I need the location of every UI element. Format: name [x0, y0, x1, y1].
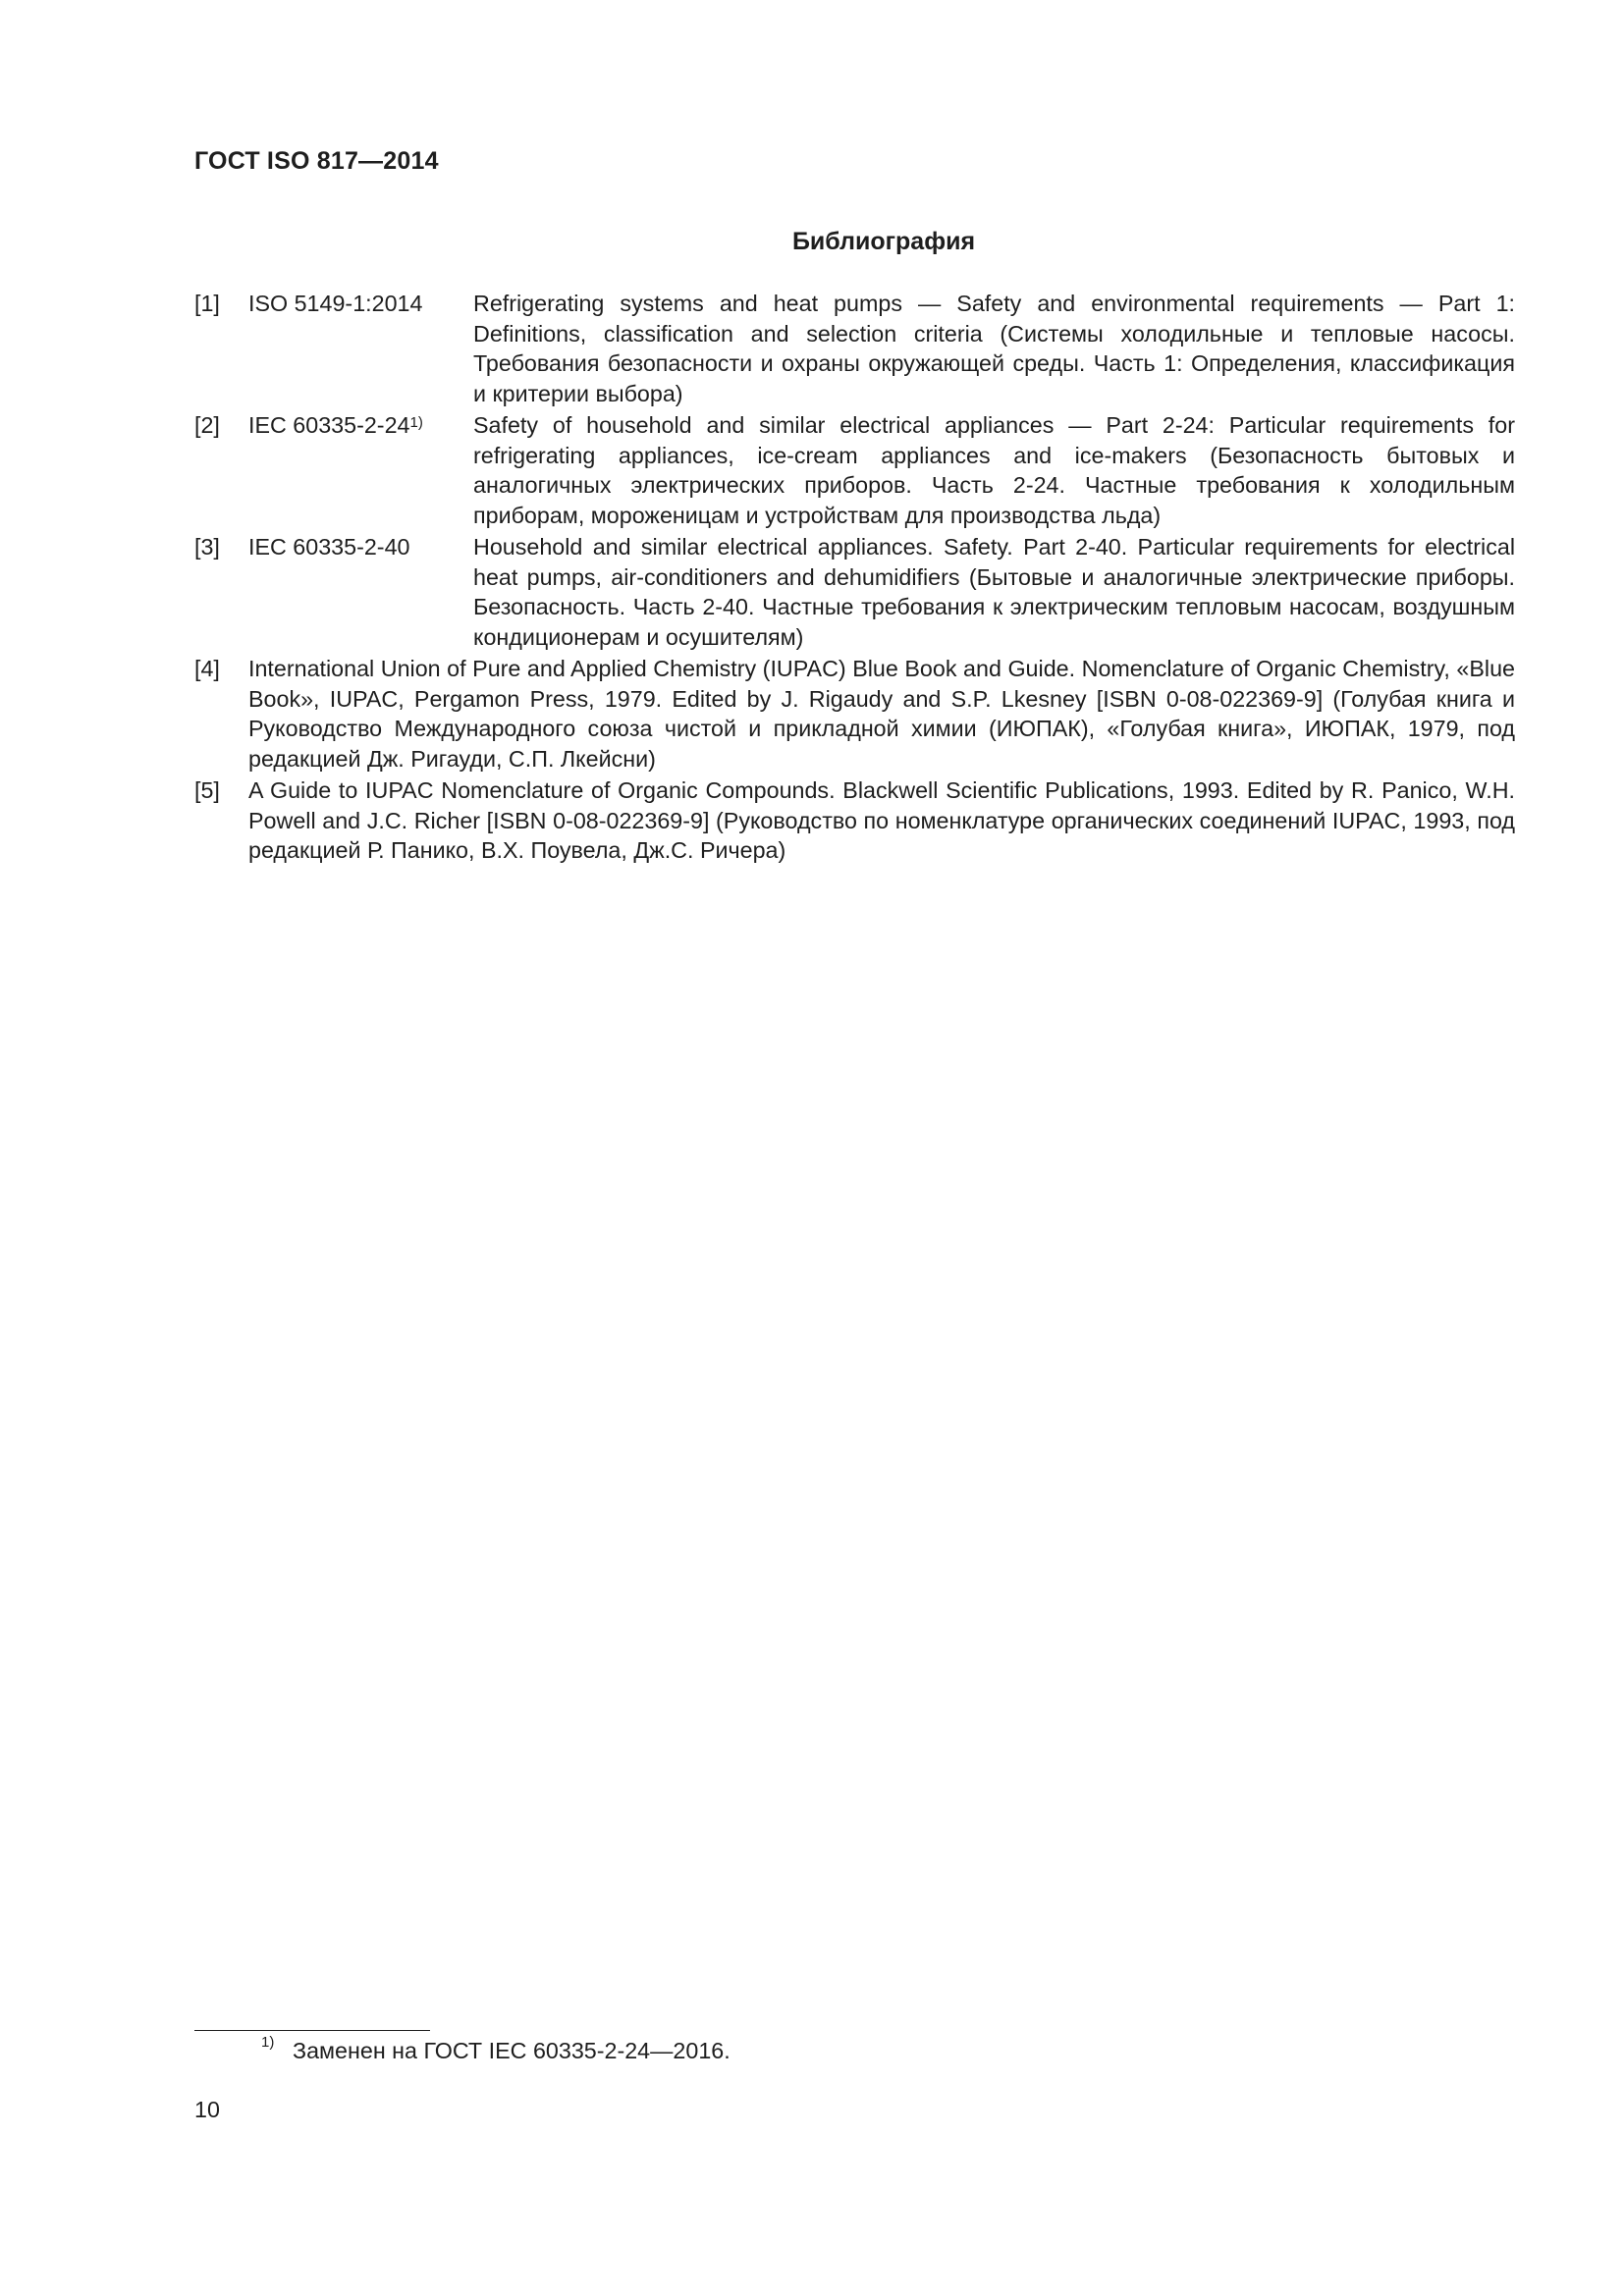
footnote-text: Заменен на ГОСТ IEC 60335-2-24—2016. [293, 2038, 731, 2063]
bibliography-title: Библиография [791, 228, 976, 255]
bibliography-list [194, 289, 1515, 868]
entry-number: [4] [194, 656, 220, 681]
entry-text: Refrigerating systems and heat pumps — Safety and environmental requirements — Part 1: Definitions, classification and selection criteria (Системы холодильные и тепловые насосы. Требования безопасности и охраны окружающей среды. Часть 1: Определения, классификация и критерии выбора) [473, 291, 1515, 406]
footnote [261, 2034, 731, 2064]
document-code-header: ГОСТ ISO 817—2014 [194, 147, 439, 175]
footnote-mark: 1) [261, 2034, 275, 2051]
entry-number: [1] [194, 291, 220, 316]
entry-standard-code: ISO 5149-1:2014 [248, 291, 423, 316]
bibliography-entry [194, 289, 1515, 408]
entry-standard-code: IEC 60335-2-40 [248, 534, 410, 560]
entry-text: Safety of household and similar electrical appliances — Part 2-24: Particular requirements for refrigerating appliances, ice-cream appliances and ice-makers (Безопасность бытовых и аналогичных электрических приборов. Часть 2-24. Частные требования к холодильным приборам, мороженицам и устройствам для производства льда) [473, 412, 1515, 528]
bibliography-entry [194, 532, 1515, 652]
entry-text: Household and similar electrical appliances. Safety. Part 2-40. Particular requirements for electrical heat pumps, air-conditioners and dehumidifiers (Бытовые и аналогичные электрические приборы. Безопасность. Часть 2-40. Частные требования к электрическим тепловым насосам, воздушным кондиционерам и осушителям) [473, 534, 1515, 650]
entry-number: [5] [194, 777, 220, 803]
footnote-reference: 1) [409, 414, 423, 431]
bibliography-entry [194, 654, 1515, 774]
page-number: 10 [194, 2097, 220, 2122]
entry-text: International Union of Pure and Applied Chemistry (IUPAC) Blue Book and Guide. Nomenclature of Organic Chemistry, «Blue Book», IUPAC, Pergamon Press, 1979. Edited by J. Rigaudy and S.P. Lkesney [ISBN 0-08-022369-9] (Голубая книга и Руководство Международного союза чистой и прикладной химии (ИЮПАК), «Голубая книга», ИЮПАК, 1979, под редакцией Дж. Ригауди, С.П. Лкейсни) [248, 656, 1515, 772]
entry-number: [3] [194, 534, 220, 560]
footnote-separator [194, 2030, 430, 2031]
entry-number: [2] [194, 412, 220, 438]
bibliography-entry [194, 410, 1515, 530]
bibliography-entry [194, 775, 1515, 866]
entry-text: A Guide to IUPAC Nomenclature of Organic Compounds. Blackwell Scientific Publications, 1993. Edited by R. Panico, W.H. Powell and J.C. Richer [ISBN 0-08-022369-9] (Руководство по номенклатуре органических соединений IUPAC, 1993, под редакцией Р. Панико, В.Х. Поувела, Дж.С. Ричера) [248, 777, 1515, 863]
entry-standard-code: IEC 60335-2-24$^{1)}$ [248, 412, 423, 438]
